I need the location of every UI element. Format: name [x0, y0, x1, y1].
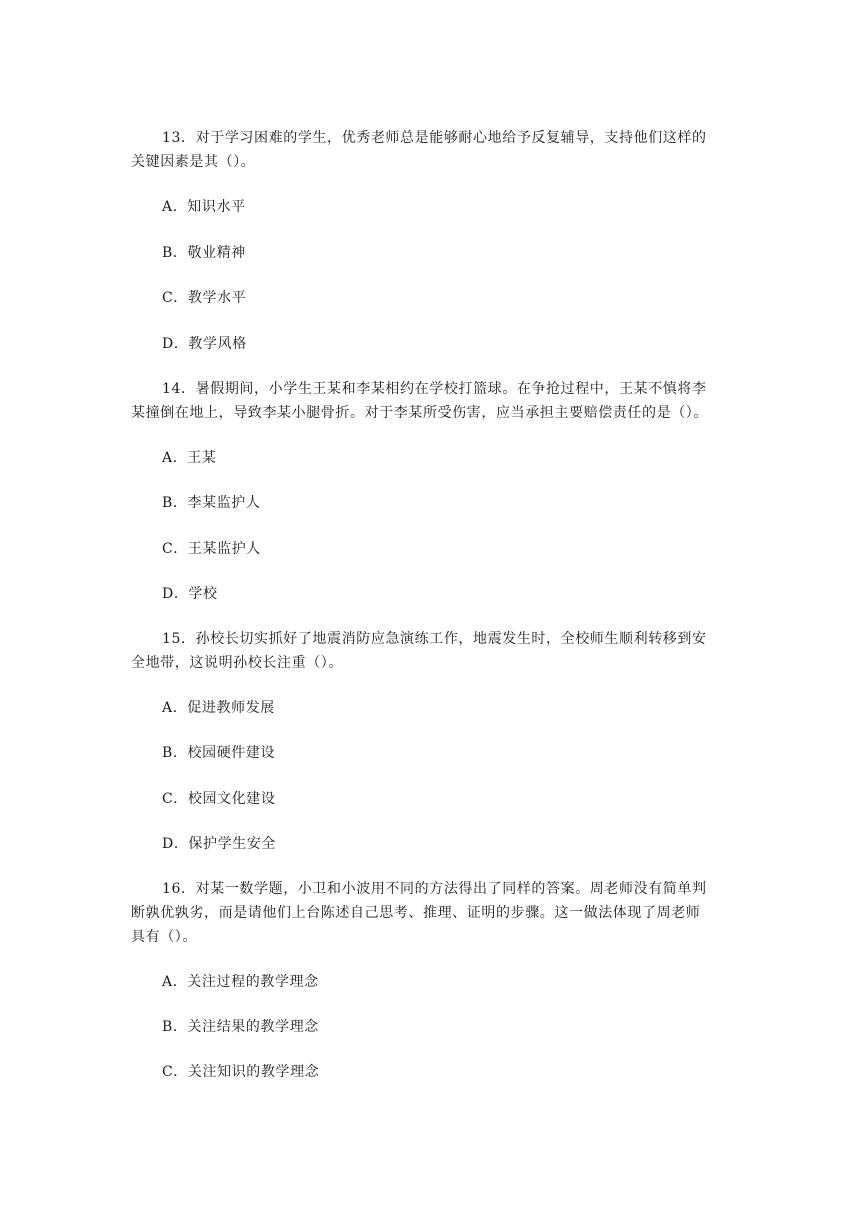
question-13-option-d: D．教学风格 — [162, 336, 247, 352]
question-14-option-a: A．王某 — [162, 450, 217, 466]
question-14-stem-line-1: 14．暑假期间，小学生王某和李某相约在学校打篮球。在争抢过程中，王某不慎将李 — [162, 381, 707, 397]
question-13-option-c: C．教学水平 — [162, 290, 247, 306]
question-15-option-c: C．校园文化建设 — [162, 791, 276, 807]
question-13-stem-line-1: 13．对于学习困难的学生，优秀老师总是能够耐心地给予反复辅导，支持他们这样的 — [162, 130, 707, 146]
question-16-option-c: C．关注知识的教学理念 — [162, 1064, 320, 1080]
question-16-stem-line-2: 断孰优孰劣，而是请他们上台陈述自己思考、推理、证明的步骤。这一做法体现了周老师 — [131, 905, 701, 921]
question-14-option-b: B．李某监护人 — [162, 495, 261, 511]
question-15-stem-line-2: 全地带，这说明孙校长注重（）。 — [131, 655, 343, 671]
question-16-stem-line-3: 具有（）。 — [131, 929, 197, 945]
question-13-option-b: B．敬业精神 — [162, 245, 246, 261]
question-13-option-a: A．知识水平 — [162, 199, 246, 215]
question-15-option-a: A．促进教师发展 — [162, 700, 275, 716]
question-15-option-d: D．保护学生安全 — [162, 836, 277, 852]
question-14-stem-line-2: 某撞倒在地上，导致李某小腿骨折。对于李某所受伤害，应当承担主要赔偿责任的是（）。 — [131, 405, 708, 421]
question-13-stem-line-2: 关键因素是其（）。 — [131, 154, 256, 170]
question-15-stem-line-1: 15．孙校长切实抓好了地震消防应急演练工作，地震发生时，全校师生顺利转移到安 — [162, 631, 707, 647]
question-15-option-b: B．校园硬件建设 — [162, 745, 276, 761]
question-14-option-c: C．王某监护人 — [162, 541, 261, 557]
question-16-option-b: B．关注结果的教学理念 — [162, 1019, 319, 1035]
question-14-option-d: D．学校 — [162, 586, 218, 602]
question-16-option-a: A．关注过程的教学理念 — [162, 974, 319, 990]
question-16-stem-line-1: 16．对某一数学题，小卫和小波用不同的方法得出了同样的答案。周老师没有简单判 — [162, 881, 707, 897]
